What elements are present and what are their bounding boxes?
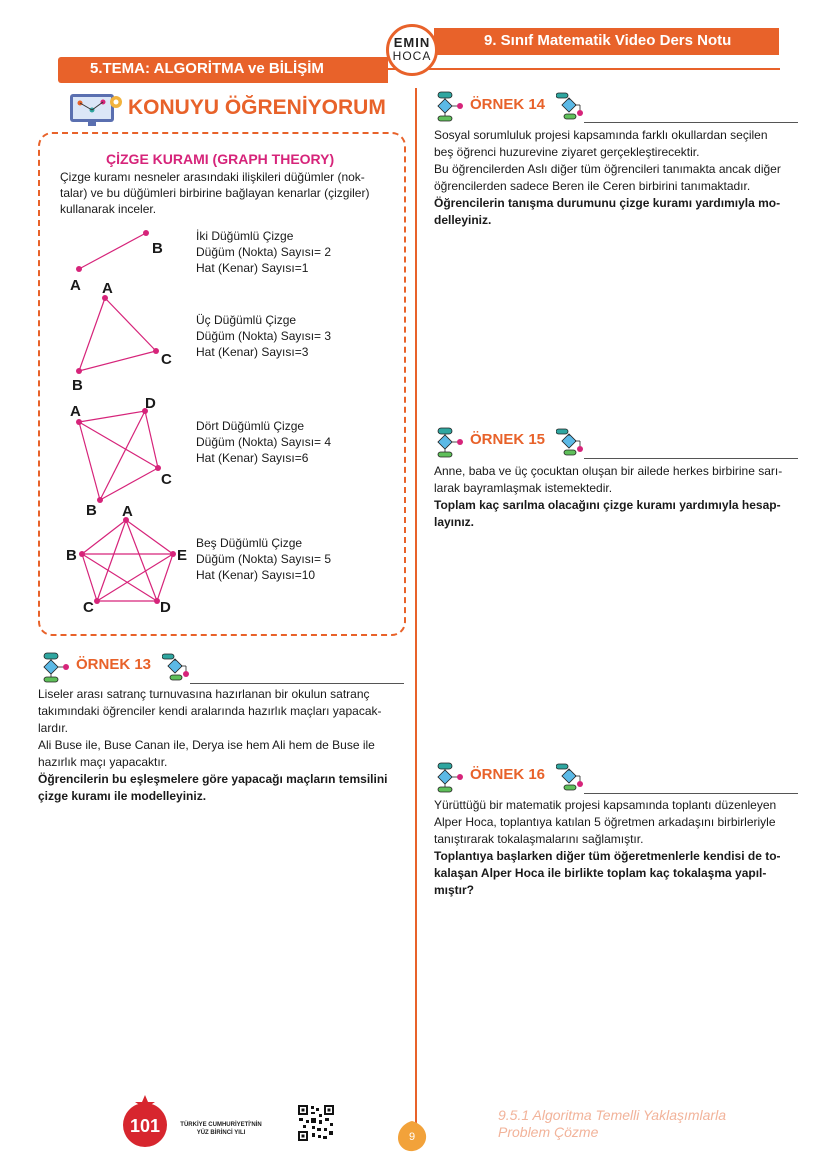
example-15-rule — [584, 458, 798, 459]
course-banner — [434, 28, 779, 55]
section-title: KONUYU ÖĞRENİYORUM — [128, 96, 386, 119]
graph-five-node — [82, 520, 173, 601]
theory-title: ÇİZGE KURAMI (GRAPH THEORY) — [106, 151, 335, 167]
node-label: D — [145, 395, 156, 412]
theory-intro: Çizge kuramı nesneler arasındaki ilişkileri düğümler (nok- talar) ve bu düğümleri birbirine bağlayan kenarlar (çizgiler) kullanarak inceler. — [60, 170, 370, 216]
emin-hoca-logo: EMIN HOCA — [386, 24, 438, 76]
anniversary-text: TÜRKİYE CUMHURİYETİ'NİN YÜZ BİRİNCİ YILI — [180, 1122, 262, 1136]
page-number-badge — [395, 1119, 429, 1153]
header-rule — [388, 68, 780, 70]
node-label: D — [160, 599, 171, 616]
example-13-body: Liseler arası satranç turnuvasına hazırlanan bir okulun satranç takımındaki öğrenciler kendi aralarında hazırlık maçları yapacak- lardır. Ali Buse ile, Buse Canan ile, Derya ise hem Ali hem de Buse ile hazırlık maçı yapacaktır. Öğrencilerin bu eşleşmelere göre yapacağı maçların temsilini çizge kuramı ile modelleyiniz. — [38, 687, 388, 803]
example-15-body: Anne, baba ve üç çocuktan oluşan bir ailede herkes birbirine sarı- larak bayramlaşmak istemektedir. Toplam kaç sarılma olacağını çizge kuramı yardımıyla hesap- layınız. — [434, 464, 783, 529]
theme-banner — [58, 57, 388, 83]
svg-text:9: 9 — [408, 1131, 416, 1143]
example-16-body: Yürüttüğü bir matematik projesi kapsamında toplantı düzenleyen Alper Hoca, toplantıya katılan 5 öğretmen arkadaşını birbirleriyle tanıştırarak tokalaşmalarını sağlamıştır. Toplantıya başlarken diğer tüm öğeretmenlerle kendisi de to- kalaşan Alper Hoca ile birlikte toplam kaç tokalaşma yapıl- mıştır? — [434, 798, 781, 897]
graph-four-node — [79, 411, 158, 500]
course-title: 9. Sınıf Matematik Video Ders Notu — [484, 32, 732, 49]
theme-title: 5.TEMA: ALGORİTMA ve BİLİŞİM — [90, 60, 324, 77]
example-14-body: Sosyal sorumluluk projesi kapsamında farklı okullardan seçilen beş öğrenci huzurevine ziyaret gerçekleştirecektir. Bu öğrencilerden Aslı diğer tüm öğrencileri tanımakta ancak diğer öğrencilerden sadece Beren ile Ceren birbirini tanımaktadır. Öğrencilerin tanışma durumunu çizge kuramı yardımıyla mo- delleyiniz. — [434, 128, 781, 227]
graph-illustrations — [60, 228, 200, 620]
node-label: C — [161, 471, 172, 488]
republic-anniversary-logo — [117, 1093, 173, 1149]
graph-three-node — [79, 298, 156, 371]
computer-network-icon — [68, 92, 124, 130]
qr-code[interactable] — [297, 1104, 335, 1142]
graph-two-node-text: İki Düğümlü Çizge Düğüm (Nokta) Sayısı= 2 Hat (Kenar) Sayısı=1 — [196, 229, 332, 275]
flowchart-icon — [40, 652, 70, 684]
node-label: A — [122, 503, 133, 520]
node-label: A — [70, 277, 81, 294]
node-label: A — [70, 403, 81, 420]
example-16-label: ÖRNEK 16 — [470, 766, 546, 783]
flowchart-icon — [434, 427, 464, 459]
node-label: A — [102, 280, 113, 297]
flowchart-icon — [434, 762, 464, 794]
node-label: B — [66, 547, 77, 564]
example-14-rule — [584, 122, 798, 123]
node-label: E — [177, 547, 188, 564]
footer-subtitle: 9.5.1 Algoritma Temelli Yaklaşımlarla Problem Çözme — [498, 1107, 726, 1140]
graph-four-node-text: Dört Düğümlü Çizge Düğüm (Nokta) Sayısı= 4 Hat (Kenar) Sayısı=6 — [196, 419, 332, 465]
node-label: C — [161, 351, 172, 368]
node-label: B — [152, 240, 163, 257]
graph-three-node-text: Üç Düğümlü Çizge Düğüm (Nokta) Sayısı= 3 Hat (Kenar) Sayısı=3 — [196, 313, 332, 359]
example-14-label: ÖRNEK 14 — [470, 96, 546, 113]
column-divider — [415, 88, 417, 1128]
flowchart-icon — [556, 762, 586, 794]
example-13-label: ÖRNEK 13 — [76, 656, 152, 673]
flowchart-icon — [162, 652, 192, 684]
example-16-rule — [584, 793, 798, 794]
flowchart-icon — [556, 91, 586, 123]
example-15-label: ÖRNEK 15 — [470, 431, 546, 448]
example-13-rule — [190, 683, 404, 684]
node-label: B — [86, 502, 97, 519]
graph-two-node — [79, 233, 146, 269]
node-label: C — [83, 599, 94, 616]
svg-text:101: 101 — [129, 1116, 161, 1136]
graph-five-node-text: Beş Düğümlü Çizge Düğüm (Nokta) Sayısı= 5 Hat (Kenar) Sayısı=10 — [196, 536, 332, 582]
node-label: B — [72, 377, 83, 394]
flowchart-icon — [556, 427, 586, 459]
flowchart-icon — [434, 91, 464, 123]
